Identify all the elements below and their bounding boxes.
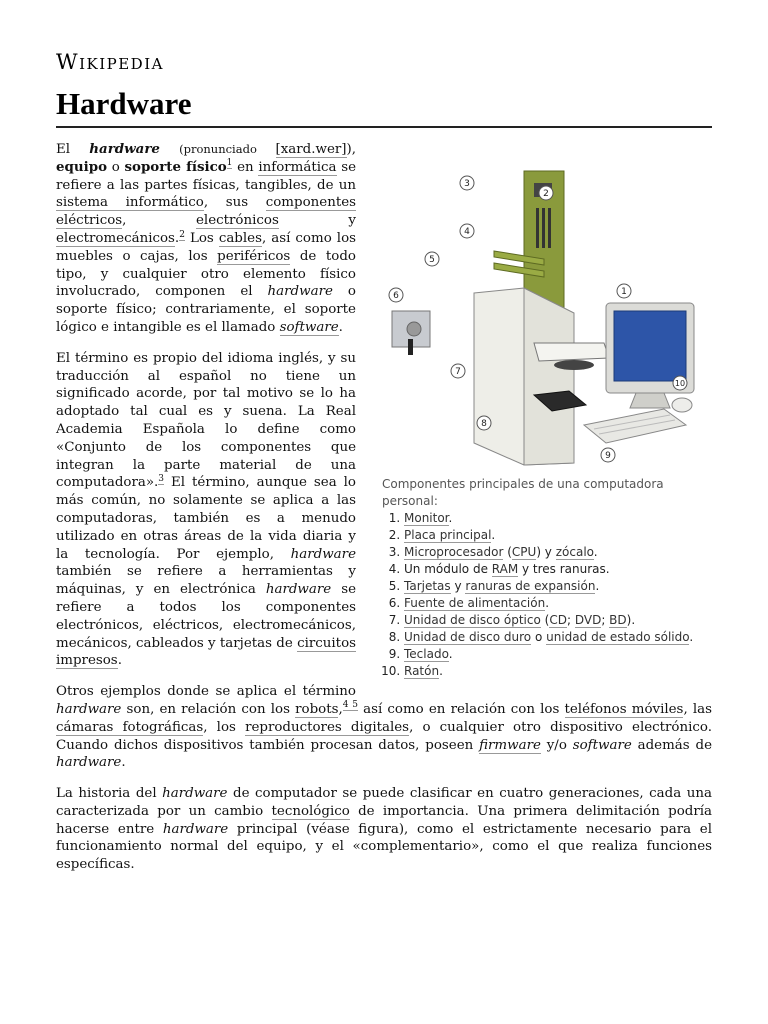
callout-4: 4 (464, 227, 470, 237)
link-bd[interactable]: BD (609, 613, 627, 627)
computer-components-illustration[interactable] (374, 143, 704, 468)
link-circuitos-impresos[interactable]: circuitos impresos (56, 635, 356, 669)
link-robots[interactable]: robots (295, 701, 339, 717)
callout-2: 2 (543, 189, 549, 199)
component-list (382, 510, 712, 680)
link-disco-optico[interactable]: Unidad de disco óptico (404, 613, 541, 627)
callout-3: 3 (464, 179, 470, 189)
link-cpu[interactable]: CPU (511, 545, 537, 559)
list-item: 3. Microprocesador (CPU) y zócalo. (404, 544, 712, 561)
callout-6: 6 (393, 291, 399, 301)
link-cd[interactable]: CD (549, 613, 567, 627)
paragraph-3: Otros ejemplos donde se aplica el término hardware son, en relación con los robots,$^{4 5}$ así como en relación con los teléfonos móviles, las cámaras fotográficas, los reproductores digitales, o cualquier otro dispositivo electrónico. Cuando dichos dispositivos también procesan datos, poseen firmware y/o software además de hardware. (56, 684, 712, 771)
link-microprocesador[interactable]: Microprocesador (404, 545, 504, 559)
paragraph-2: El término es propio del idioma inglés, y su traducción al español no tiene un significado acorde, por tal motivo se lo ha adoptado tal cual es y suena. La Real Academia Española lo define como «Conjunto de los componentes que integran la parte material de una computadora».$^3$ El término, aunque sea lo más común, no solamente se aplica a las computadoras, también es a menudo utilizado en otras áreas de la vida diaria y la tecnología. Por ejemplo, hardware también se refiere a herramientas y máquinas, y en electrónica hardware se refiere a todos los componentes electrónicos, eléctricos, electromecánicos, mecánicos, cableados y tarjetas de circuitos impresos. (56, 350, 356, 669)
list-item: 8. Unidad de disco duro o unidad de estado sólido. (404, 629, 712, 646)
wikipedia-logo[interactable]: Wikipedia (56, 50, 164, 74)
link-dvd[interactable]: DVD (574, 613, 602, 627)
callout-10: 10 (674, 379, 686, 388)
caption-intro: Componentes principales de una computadora personal: (382, 477, 664, 508)
list-item: 1. Monitor. (404, 510, 712, 527)
link-monitor[interactable]: Monitor (404, 511, 449, 525)
link-disco-duro[interactable]: Unidad de disco duro (404, 630, 532, 644)
callout-9: 9 (605, 451, 611, 461)
link-placa-principal[interactable]: Placa principal (404, 528, 492, 542)
list-item: 5. Tarjetas y ranuras de expansión. (404, 578, 712, 595)
callout-8: 8 (481, 419, 487, 429)
hardware-figure (382, 143, 712, 680)
ref-2[interactable]: 2 (179, 229, 185, 240)
link-informatica[interactable]: informática (258, 159, 337, 175)
list-item: 10. Ratón. (404, 663, 712, 680)
callout-7: 7 (455, 367, 461, 377)
link-camaras-fotograficas[interactable]: cámaras fotográficas (56, 719, 204, 735)
ref-4-5[interactable]: 4 5 (342, 700, 358, 711)
link-cables[interactable]: cables (218, 230, 262, 246)
page-title: Hardware (56, 86, 192, 121)
link-perifericos[interactable]: periféricos (217, 248, 291, 264)
list-item: 2. Placa principal. (404, 527, 712, 544)
list-item: 7. Unidad de disco óptico (CD; DVD; BD). (404, 612, 712, 629)
link-ipa[interactable]: [xard.wer] (275, 142, 347, 157)
ref-3[interactable]: 3 (158, 473, 165, 484)
link-sistema-informatico[interactable]: sistema informático (56, 195, 204, 211)
list-item: 4. Un módulo de RAM y tres ranuras. (404, 561, 712, 578)
paragraph-1: El hardware (pronunciado [xard.wer]), equipo o soporte físico$^1$ en informática se refiere a las partes físicas, tangibles, de un sistema informático, sus componentes eléctricos, electrónicos y electromecánicos.$^2$ Los cables, así como los muebles o cajas, los periféricos de todo tipo, y cualquier otro elemento físico involucrado, componen el hardware o soporte físico; contrariamente, el soporte lógico e intangible es el llamado software. (56, 141, 357, 335)
callout-1: 1 (621, 287, 627, 297)
link-reproductores-digitales[interactable]: reproductores digitales (245, 719, 410, 735)
link-ram[interactable]: RAM (491, 562, 519, 576)
link-electronicos[interactable]: electrónicos (196, 213, 279, 229)
link-fuente-alimentacion[interactable]: Fuente de alimentación (404, 596, 546, 610)
link-telefonos-moviles[interactable]: teléfonos móviles (564, 701, 684, 717)
callout-5: 5 (429, 255, 435, 265)
link-firmware[interactable]: firmware (479, 737, 541, 753)
link-ranuras-expansion[interactable]: ranuras de expansión (465, 579, 596, 593)
link-componentes-electricos[interactable]: componentes eléctricos (56, 195, 356, 229)
link-zocalo[interactable]: zócalo (555, 545, 594, 559)
figure-caption (382, 476, 712, 680)
article-body (56, 141, 712, 887)
link-electromecanicos[interactable]: electromecánicos (56, 230, 175, 246)
link-tarjetas[interactable]: Tarjetas (404, 579, 451, 593)
link-raton[interactable]: Ratón (404, 664, 440, 678)
paragraph-4: La historia del hardware de computador se puede clasificar en cuatro generaciones, cada una caracterizada por un cambio tecnológico de importancia. Una primera delimitación podría hacerse entre hardware principal (véase figura), como el estrictamente necesario para el funcionamiento normal del equipo, y el «complementario», como el que realiza funciones específicas. (56, 786, 713, 873)
link-teclado[interactable]: Teclado (404, 647, 449, 661)
link-software[interactable]: software (279, 319, 339, 335)
ref-1[interactable]: 1 (226, 158, 233, 169)
link-tecnologico[interactable]: tecnológico (271, 803, 350, 819)
list-item: 9. Teclado. (404, 646, 712, 663)
title-divider (56, 126, 712, 128)
list-item: 6. Fuente de alimentación. (404, 595, 712, 612)
link-estado-solido[interactable]: unidad de estado sólido (546, 630, 690, 644)
